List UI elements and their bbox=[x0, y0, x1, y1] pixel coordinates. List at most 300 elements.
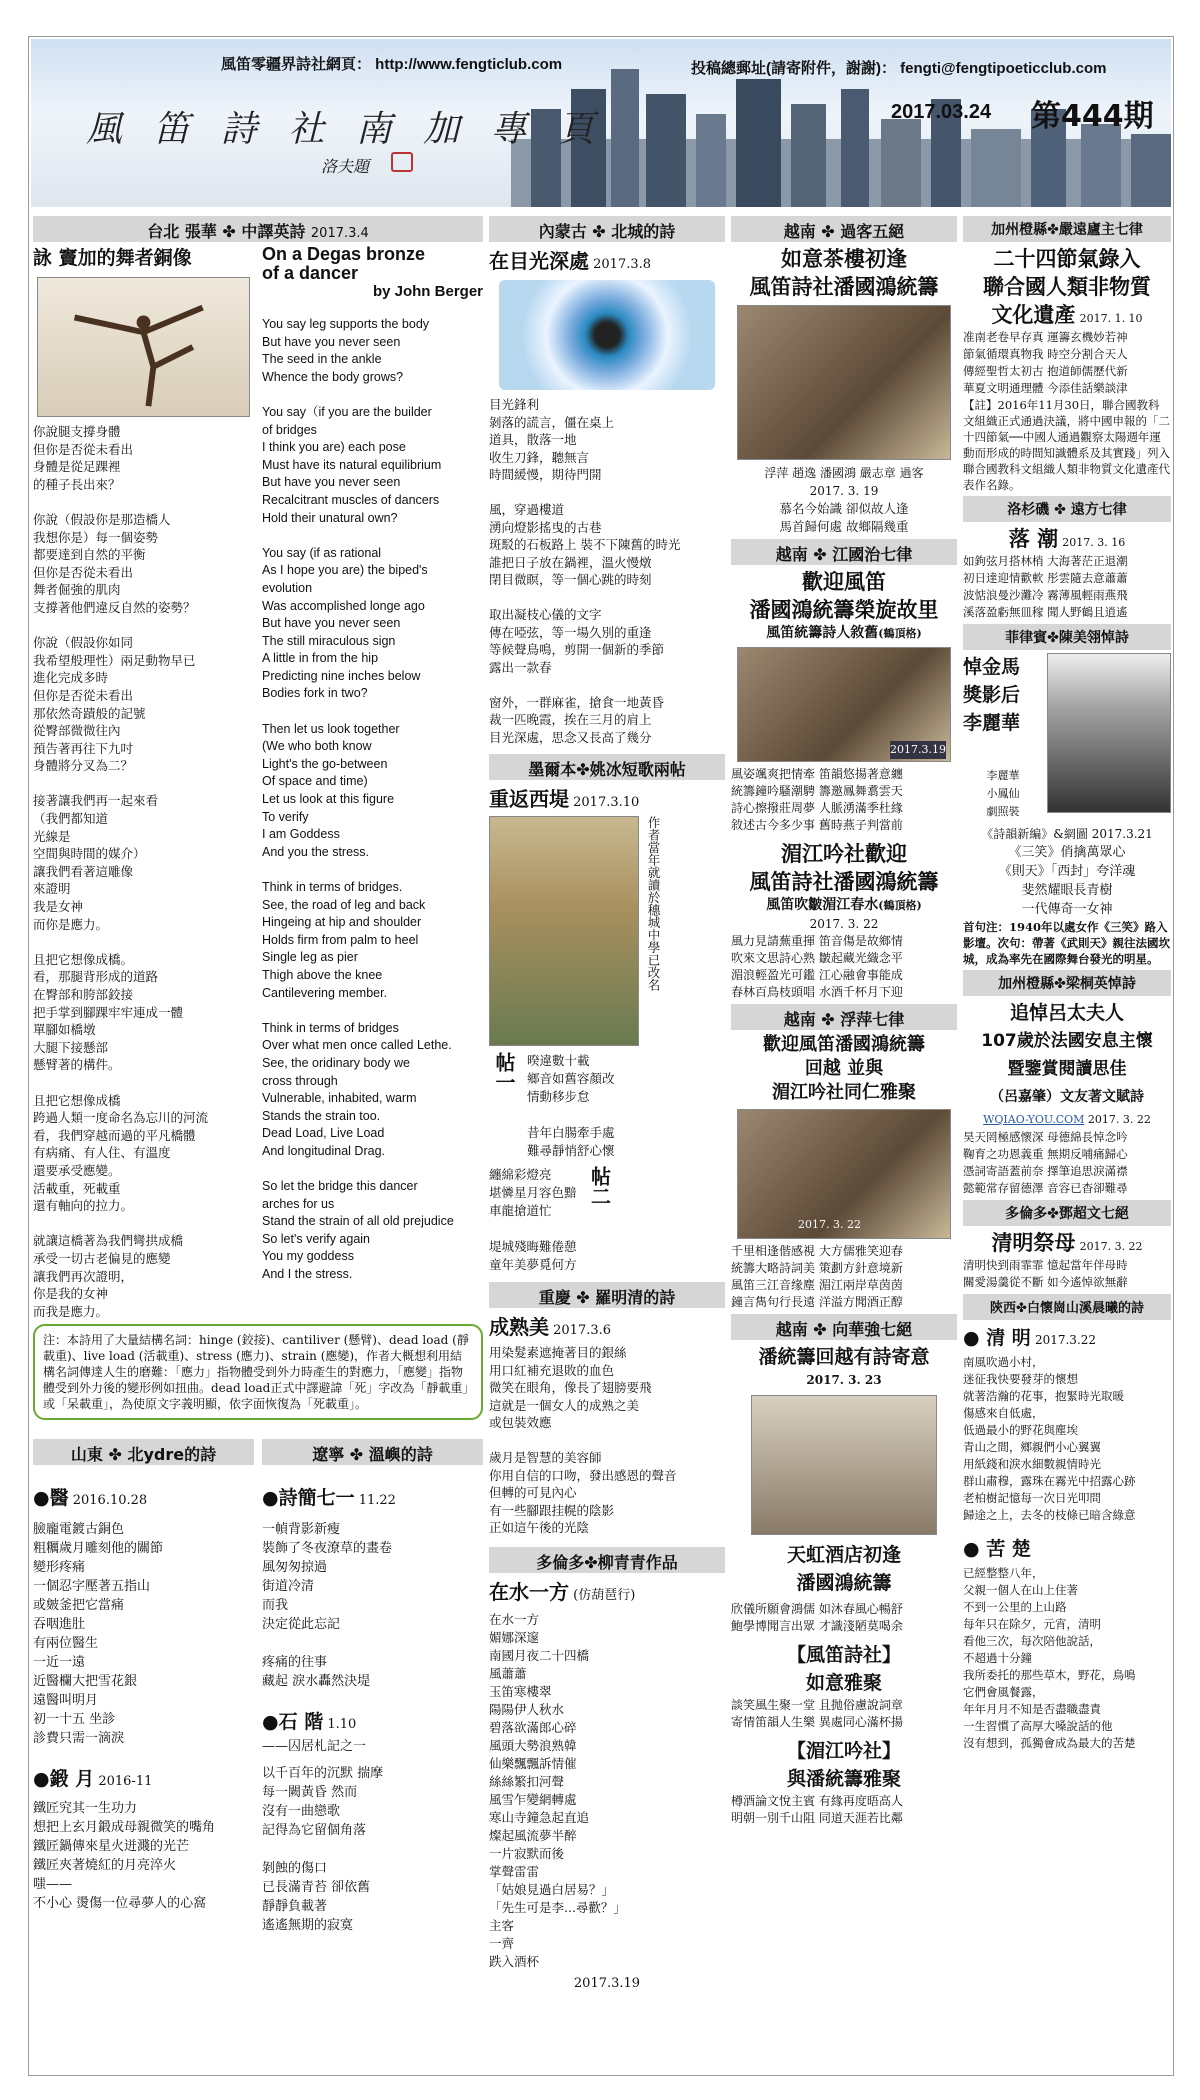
site-url-text: 風笛零疆界詩社網頁： http://www.fengticlub.com bbox=[221, 56, 563, 73]
poem-line: 鐵匠究其一生功力 bbox=[33, 1801, 138, 1817]
poem-title-en bbox=[262, 245, 483, 283]
poem-title: 回越 並與 bbox=[804, 1058, 884, 1079]
poem-subtitle: ——囚居札記之一 bbox=[262, 1739, 367, 1755]
poem-line bbox=[33, 775, 254, 793]
poem-line: 風頭大勢浪熟韓 bbox=[489, 1737, 577, 1753]
poem-line: 堤城殘晦難倦憩 bbox=[489, 1239, 577, 1254]
poem-line: 用口紅補充退敗的血色 bbox=[489, 1362, 615, 1378]
poem-line: 南風吹過小村， bbox=[963, 1355, 1044, 1369]
poem-line: 初一十五 坐診 bbox=[33, 1712, 116, 1728]
poem-line: 《三笑》俏擒萬眾心 bbox=[1008, 845, 1126, 860]
poem-line: Stand the strain of all old prejudice bbox=[262, 1214, 454, 1229]
poem-line: 風姿颯爽把情牽 笛韻悠揚著意纏 bbox=[731, 767, 903, 781]
poem-line: 清明快到雨霏霏 憶起當年伴母時 bbox=[963, 1258, 1128, 1272]
poem-body bbox=[33, 1520, 254, 1748]
poem-line: 沒有一曲戀歌 bbox=[262, 1804, 341, 1820]
gathering-photo bbox=[737, 1109, 951, 1239]
poem-line: 初日達迎情歡軟 彤雲隨去意蕭蕭 bbox=[963, 571, 1128, 585]
photo-caption bbox=[963, 767, 1043, 821]
poem-line: 微笑在眼角，像長了翅膀要飛 bbox=[489, 1380, 652, 1395]
poem-line bbox=[262, 386, 483, 404]
poem-title: 湄江吟社同仁雅聚 bbox=[772, 1082, 916, 1103]
poem-body bbox=[489, 396, 725, 746]
poem-date: 1.10 bbox=[327, 1717, 357, 1733]
poem-line: 小鳳仙 bbox=[986, 787, 1020, 800]
poem-line: 時間緩慢，期待門開 bbox=[489, 467, 602, 482]
poem-body bbox=[262, 1520, 483, 1691]
poem-subtitle: (仿葫琶行) bbox=[573, 1587, 636, 1603]
poem-line: 剝落的謊言，僵在桌上 bbox=[489, 414, 615, 430]
poem-line: 就著浩瀚的花事，抱緊時光取暖 bbox=[963, 1389, 1124, 1403]
poem-line: 你是我的女神 bbox=[33, 1286, 109, 1302]
poem-line bbox=[489, 589, 725, 607]
column-1 bbox=[33, 213, 483, 2073]
poem-title: ●鍛 月 bbox=[33, 1768, 95, 1791]
poem-line: Hold their unatural own? bbox=[262, 510, 398, 525]
poem-line: Light's the go-between bbox=[262, 756, 388, 771]
poem-line: 如鉤弦月搭林梢 大海著茫正退潮 bbox=[963, 554, 1128, 568]
two-men-photo bbox=[751, 1395, 937, 1535]
poem-line: 敘述古今多少事 舊時燕子判當前 bbox=[731, 818, 903, 832]
poem-line: 等候聲鳥鳴，剪開一個新的季節 bbox=[489, 642, 665, 657]
poem-title: ● 清 明 bbox=[963, 1327, 1031, 1349]
poem-line: Vulnerable, inhabited, warm bbox=[262, 1091, 417, 1106]
poem-line: 風笛三江音缘塵 湄江兩岸草茵茵 bbox=[731, 1278, 903, 1292]
photo-caption: 浮萍 趙逸 潘國鴻 嚴志章 過客 bbox=[764, 466, 924, 480]
section-bar: 內蒙古 ✤ 北城的詩 bbox=[489, 216, 725, 242]
poem-body bbox=[963, 1354, 1171, 1524]
newspaper-page bbox=[28, 36, 1174, 2076]
poem-line: 談笑風生聚一堂 且抛俗慮說詞章 bbox=[731, 1698, 903, 1712]
poem-line: 但你是否從未看出 bbox=[33, 687, 134, 703]
poem-line: 但你是否從未看出 bbox=[33, 564, 134, 580]
poem-line: 靜靜負載著 bbox=[262, 1899, 328, 1915]
poem-line: 鐵匠夾著燒紅的月亮淬火 bbox=[33, 1858, 177, 1874]
poem-title-en-line2: of a dancer bbox=[262, 263, 359, 283]
poem-date: 2017.3.21 bbox=[1091, 827, 1153, 841]
poem-line: 准南老卷早存真 運籌玄機妙若神 bbox=[963, 330, 1128, 344]
poem-line: 臉龐電鍍古銅色 bbox=[33, 1522, 125, 1538]
group-photo bbox=[737, 305, 951, 460]
poem-line: 青山之間，鄉親們小心翼翼 bbox=[963, 1440, 1101, 1454]
author-note-vertical: 作者當年就讀於穗城中學已改名 bbox=[646, 816, 661, 991]
poem-line: 還有軸向的拉力。 bbox=[33, 1198, 134, 1214]
poem-line: 傳在啞弦，等一場久別的重逢 bbox=[489, 624, 652, 640]
poem-body bbox=[489, 1344, 725, 1537]
poem-line bbox=[33, 617, 254, 635]
poem-line bbox=[262, 1840, 483, 1859]
poem-title: 歡迎風笛潘國鴻統籌 bbox=[763, 1034, 925, 1055]
section-bar: 加州橙縣✤梁桐英悼詩 bbox=[963, 970, 1171, 996]
poem-line: So let the bridge this dancer bbox=[262, 1179, 418, 1194]
poem-line: 誰把日子放在鍋裡，溫火慢燉 bbox=[489, 554, 652, 570]
poem-line: 迷征我快要發芽的懷想 bbox=[963, 1372, 1078, 1386]
poem-line: Recalcitrant muscles of dancers bbox=[262, 492, 440, 507]
poem-title: 風笛詩社潘國鴻統籌 bbox=[749, 870, 939, 894]
section-bar bbox=[33, 216, 483, 242]
poem-title: 在目光深處 bbox=[489, 249, 589, 273]
section-bar: 越南 ✤ 向華強七絕 bbox=[731, 1314, 957, 1340]
poem-line: 看他三次，每次陪他說話， bbox=[963, 1634, 1101, 1648]
poem-date: 2017. 1. 10 bbox=[1079, 312, 1143, 325]
poem-title: 與潘統籌雅聚 bbox=[786, 1768, 901, 1790]
poem-body bbox=[963, 843, 1171, 919]
poem-line: 歸途之上，去冬的枝條已暗含綠意 bbox=[963, 1508, 1136, 1522]
poem-line: 我希望般理性）兩足動物早已 bbox=[33, 652, 196, 668]
poem-line: 但轉的可見內心 bbox=[489, 1485, 577, 1500]
poem-title: 成熟美 bbox=[489, 1315, 549, 1339]
poem-line: 你說（假設你如同 bbox=[33, 635, 134, 651]
poem-line: 一生習慣了高厚大嗓說話的他 bbox=[963, 1719, 1113, 1733]
logo-signature: 洛夫題 bbox=[321, 157, 370, 176]
poem-line bbox=[33, 1074, 254, 1092]
poem-line: And longitudinal Drag. bbox=[262, 1143, 385, 1158]
poem-line: 看，我們穿越而過的平凡橋體 bbox=[33, 1127, 196, 1143]
poem-line: 傷感來自低處， bbox=[963, 1406, 1044, 1420]
poem-title: 如意茶樓初逢 bbox=[781, 247, 907, 271]
poem-line: 用染髮素遮掩著目的銀絲 bbox=[489, 1345, 627, 1360]
poem-line: 年年月月不知是否盡職盡責 bbox=[963, 1702, 1101, 1716]
poem-body-en bbox=[262, 316, 483, 1284]
source-note: 《詩韻新編》&網圖 bbox=[981, 827, 1088, 841]
poem-title: 如意雅聚 bbox=[805, 1672, 882, 1694]
poem-line: 跨過人類一度命名為忘川的河流 bbox=[33, 1110, 209, 1126]
poem-line: 不小心 燙傷一位尋夢人的心窩 bbox=[33, 1896, 207, 1912]
poem-body bbox=[963, 1257, 1171, 1291]
poem-line: 童年美夢覓何方 bbox=[489, 1257, 577, 1272]
poem-subtitle: 風笛統籌詩人敘舊 bbox=[766, 625, 879, 641]
poem-line: 憑詞寄語蓋前奈 擇筆追思淚滿襟 bbox=[963, 1164, 1128, 1178]
poem-line: 來證明 bbox=[33, 881, 71, 897]
poem-line: 有一些腳跟挂幌的陰影 bbox=[489, 1502, 615, 1518]
poem-line: 目光鋒利 bbox=[489, 397, 540, 412]
poem-line: Let us look at this figure bbox=[262, 792, 395, 807]
submission-email-text: 投稿總郵址(請寄附件，謝謝)： fengti@fengtipoeticclub.com bbox=[691, 60, 1107, 77]
poem-line: 懿範常存留德澤 音容已杳卻難尋 bbox=[963, 1181, 1128, 1195]
poem-line: But have you never seen bbox=[262, 475, 401, 490]
poem-line: 你說（假設你是那造橋人 bbox=[33, 511, 171, 527]
poem-line: 風雪乍變網轉處 bbox=[489, 1791, 577, 1807]
poem-line: 詩心擦撥莊周夢 人脈湧滿季杜緣 bbox=[731, 801, 903, 815]
poem-line: 已經整整八年， bbox=[963, 1566, 1044, 1580]
poem-line: Stands the strain too. bbox=[262, 1108, 381, 1123]
poem-body bbox=[489, 1166, 577, 1274]
poem-line: 父親一個人在山上住著 bbox=[963, 1583, 1078, 1597]
poem-line: 絲絲繁扣河聲 bbox=[489, 1773, 565, 1789]
poem-line: 吞咽進肚 bbox=[33, 1617, 86, 1633]
poem-line: 讓我們再次證明， bbox=[33, 1268, 134, 1284]
poem-line: 風力見請蕪重揮 笛音傷是故鄉情 bbox=[731, 934, 903, 948]
poem-line: 傳經聖哲太初古 抱道師儒歷代新 bbox=[963, 364, 1128, 378]
poem-line bbox=[262, 861, 483, 879]
poem-line: 主客 bbox=[489, 1917, 515, 1933]
poem-line: 已長滿青苔 卻依舊 bbox=[262, 1880, 371, 1896]
poem-body bbox=[731, 1793, 957, 1827]
poem-line: 陽陽伊人秋水 bbox=[489, 1701, 565, 1717]
poem-line: And I the stress. bbox=[262, 1267, 353, 1282]
club-logo-calligraphy: 風 笛 詩 社 南 加 專 頁 bbox=[86, 109, 605, 150]
poem-line: 舞者倔強的肌肉 bbox=[33, 582, 121, 598]
poem-line: 身體將分叉為二？ bbox=[33, 758, 134, 774]
dancer-figure-icon bbox=[38, 278, 249, 416]
poem-title: 在水一方 bbox=[489, 1579, 569, 1604]
poem-line: You say（if you are the builder bbox=[262, 404, 432, 419]
poem-body bbox=[731, 766, 957, 834]
poem-line: 粗糲歲月雕刻他的關節 bbox=[33, 1541, 164, 1557]
poem-title: 湄江吟社歡迎 bbox=[781, 842, 907, 866]
poem-line: Think in terms of bridges bbox=[262, 1020, 399, 1035]
poem-line: 遙遙無期的寂寞 bbox=[262, 1918, 354, 1934]
poem-line: 老柏樹記憶每一次日光叩問 bbox=[963, 1491, 1101, 1505]
eye-illustration bbox=[499, 280, 715, 390]
column-3 bbox=[731, 213, 957, 2073]
translator-note: 注：本詩用了大量結構名詞：hinge (鉸接)、cantiliver (懸臂)、dead load (靜載重)、live load (活載重)、stress (應力)、strain (應變)，作者大概想利用結構名詞傳達人生的磨難：「應力」指物體受到外力時產生的對應力，「應變」指物體受到外力後的變形例如扭曲。dead load正式中譯避諱「死」字改為「靜載重」或「呆載重」，為使原文字義明顯，依字面恢復為「死載重」。 bbox=[33, 1324, 483, 1420]
poem-line: 或皴釜把它當痛 bbox=[33, 1598, 125, 1614]
poem-line: 車龍搶道忙 bbox=[489, 1203, 552, 1218]
poem-line: 碧落欲滿郎心碎 bbox=[489, 1719, 577, 1735]
poem-line: Must have its natural equilibrium bbox=[262, 457, 442, 472]
poem-title: 107歲於法國安息主懷 bbox=[981, 1031, 1153, 1051]
poem-line: 媚娜深邃 bbox=[489, 1629, 540, 1645]
poem-title: 潘國鴻統籌 bbox=[796, 1572, 892, 1594]
section-bar: 越南 ✤ 浮萍七律 bbox=[731, 1004, 957, 1030]
poem-line bbox=[527, 1106, 615, 1124]
poem-line bbox=[489, 676, 725, 694]
poem-line: 昔年白腸牽手處 bbox=[527, 1125, 615, 1140]
poem-line: 燦起風流夢半醉 bbox=[489, 1827, 577, 1843]
poem-title: 二十四節氣錄入 bbox=[993, 247, 1141, 271]
verse-label: 帖二 bbox=[587, 1166, 612, 1206]
poem-line: 難尋靜悄舒心懷 bbox=[527, 1143, 615, 1158]
poem-line bbox=[262, 1634, 483, 1653]
poem-line: 不超過十分鐘 bbox=[963, 1651, 1032, 1665]
poem-line: 春林百鳥枝頭唱 水酒千杯月下迎 bbox=[731, 985, 903, 999]
poem-line: 疼痛的往事 bbox=[262, 1655, 328, 1671]
poem-line bbox=[262, 703, 483, 721]
poem-line: 李麗華 bbox=[986, 769, 1020, 782]
poem-line: Over what men once called Lethe. bbox=[262, 1038, 452, 1053]
poem-title: 追悼呂太夫人 bbox=[1009, 1002, 1124, 1024]
poem-line: 獎影后 bbox=[963, 684, 1021, 706]
poem-line: 一代傳奇一女神 bbox=[1021, 902, 1113, 917]
poem-line: 每年只在除夕，元宵，清明 bbox=[963, 1617, 1101, 1631]
poem-line: 從臀部微微往內 bbox=[33, 723, 121, 739]
poem-title: 暨鑒賞閱讀思佳 bbox=[1007, 1059, 1127, 1079]
poem-line: 玉笛寒樓翠 bbox=[489, 1683, 552, 1699]
poem-line: 正如這午後的光陰 bbox=[489, 1520, 590, 1535]
poem-line: 空間與時間的媒介） bbox=[33, 846, 146, 862]
section-bar: 多倫多✤柳青青作品 bbox=[489, 1547, 725, 1573]
poem-line: 有病痛、有人住、有溫度 bbox=[33, 1145, 171, 1161]
poem-body bbox=[963, 553, 1171, 621]
poem-line: 纏綿彩燈亮 bbox=[489, 1167, 552, 1182]
poem-line: 不到一公里的上山路 bbox=[963, 1600, 1067, 1614]
poem-line bbox=[489, 1432, 725, 1450]
poem-line: Then let us look together bbox=[262, 721, 400, 736]
poem-body bbox=[489, 1611, 725, 1971]
poem-line: 懸臂著的構件。 bbox=[33, 1057, 121, 1073]
poem-body bbox=[527, 1052, 615, 1160]
poem-body bbox=[731, 933, 957, 1001]
poem-date: 2017. 3. 22 bbox=[1079, 1240, 1143, 1253]
poem-line: cross through bbox=[262, 1073, 338, 1088]
poem-title: 【湄江吟社】 bbox=[786, 1740, 901, 1762]
poem-line: 掌聲雷雷 bbox=[489, 1863, 540, 1879]
poem-title: ●石 階 bbox=[262, 1711, 324, 1734]
issue-date: 2017.03.24 bbox=[891, 101, 992, 123]
poem-line: 而我 bbox=[262, 1598, 289, 1614]
poem-line: 在水一方 bbox=[489, 1611, 540, 1627]
poem-line: 樽酒論文悅主賓 有緣再度晤高人 bbox=[731, 1794, 903, 1808]
poem-line: 接著讓我們再一起來看 bbox=[33, 793, 159, 809]
poem-line: 風，穿過樓道 bbox=[489, 502, 565, 517]
poem-date: 2017.3.8 bbox=[593, 257, 652, 272]
poem-line: Think in terms of bridges. bbox=[262, 880, 403, 894]
poem-title-en-line1: On a Degas bronze bbox=[262, 244, 426, 264]
poem-line: 那依然奇蹟般的記號 bbox=[33, 705, 146, 721]
poem-line: 還要承受應變。 bbox=[33, 1162, 121, 1178]
poem-form: (鶴頂格) bbox=[878, 627, 922, 640]
poem-line: 斐然耀眼長青樹 bbox=[1021, 883, 1113, 898]
poem-line: 明朝一別千山阻 同道天涯若比鄰 bbox=[731, 1811, 903, 1825]
poem-title: 文化遺產 bbox=[991, 303, 1076, 327]
section-bar: 洛杉磯 ✤ 遠方七律 bbox=[963, 496, 1171, 522]
column-4 bbox=[963, 213, 1171, 2073]
poem-line: 它們會風餐露， bbox=[963, 1685, 1044, 1699]
poem-line: Hingeing at hip and shoulder bbox=[262, 915, 422, 930]
source-url-link[interactable]: WQIAO-YOU.COM bbox=[983, 1113, 1085, 1126]
poem-line: But have you never seen bbox=[262, 334, 401, 349]
poem-title bbox=[963, 653, 1043, 737]
poem-line: 露出一款春 bbox=[489, 659, 552, 675]
poem-date: 2017. 3. 19 bbox=[809, 484, 879, 498]
poem-line: 悼金馬 bbox=[963, 656, 1021, 678]
poem-line: 鐘言雋句行長遠 洋溢方聞酒正醇 bbox=[731, 1295, 903, 1309]
photo-date-stamp: 2017.3.19 bbox=[890, 741, 946, 759]
poem-date: 2016.10.28 bbox=[72, 1493, 148, 1509]
poem-title-zh: 詠 竇加的舞者銅像 bbox=[33, 247, 192, 269]
poem-line: As I hope you are) the biped's bbox=[262, 563, 428, 578]
poem-line: 一幀背影新瘦 bbox=[262, 1522, 341, 1538]
poem-line: 千里相逢偕感視 大方儒雅笑迎春 bbox=[731, 1244, 903, 1258]
poem-line: 都要達到自然的平衡 bbox=[33, 547, 146, 563]
dancer-statue-photo bbox=[37, 277, 250, 417]
poem-line: 湄浪輕盈光可鑑 江心融會事能成 bbox=[731, 968, 903, 982]
poem-line: 或包裝效應 bbox=[489, 1415, 552, 1430]
poem-line: But have you never seen bbox=[262, 616, 401, 631]
poem-line: Predicting nine inches below bbox=[262, 668, 421, 683]
poem-line: 寄情笛韻人生樂 異處同心滿杯揚 bbox=[731, 1715, 903, 1729]
poem-line: 情動移步怠 bbox=[527, 1089, 590, 1104]
poem-date: 2017.3.10 bbox=[573, 795, 640, 810]
poem-line: Was accomplished longe ago bbox=[262, 598, 425, 613]
section-bar: 越南 ✤ 過客五絕 bbox=[731, 216, 957, 242]
poem-line: 「先生可是李...尋歡？」 bbox=[489, 1899, 626, 1915]
poem-line: See, the road of leg and back bbox=[262, 897, 426, 912]
poem-line bbox=[262, 1161, 483, 1179]
red-seal-stamp bbox=[391, 152, 413, 172]
poem-line: 你說腿支撐身體 bbox=[33, 424, 121, 439]
poem-line bbox=[262, 1002, 483, 1020]
poem-body bbox=[731, 500, 957, 536]
poem-line: 以千百年的沉默 揣摩 bbox=[262, 1766, 384, 1782]
poem-line: 鞠育之功恩義重 無期反哺痛歸心 bbox=[963, 1147, 1128, 1161]
poem-line: Dead Load, Live Load bbox=[262, 1126, 385, 1141]
poem-line: And you the stress. bbox=[262, 844, 370, 859]
poem-line: So let's verify again bbox=[262, 1231, 370, 1246]
poem-line: 裝飾了冬夜潦草的畫卷 bbox=[262, 1541, 393, 1557]
poem-line: 想把上玄月鍛成母親微笑的嘴角 bbox=[33, 1820, 216, 1836]
poem-line bbox=[489, 484, 725, 502]
poem-line: 記得為它留個角落 bbox=[262, 1823, 367, 1839]
poem-line: 歲月是智慧的美容師 bbox=[489, 1450, 602, 1465]
poem-line: 光線是 bbox=[33, 828, 71, 844]
actress-portrait bbox=[1047, 653, 1171, 813]
poem-body bbox=[731, 1601, 957, 1635]
poem-line: Thigh above the knee bbox=[262, 967, 383, 982]
dinner-photo bbox=[737, 647, 951, 762]
poem-line: 我想你是）每一個姿勢 bbox=[33, 529, 159, 545]
column-2 bbox=[489, 213, 725, 2073]
section-title: 台北 張華 ✤ 中譯英詩 bbox=[147, 222, 306, 241]
poem-line: 每一闕黃昏 然而 bbox=[262, 1785, 358, 1801]
poem-date: 2017. 3. 22 bbox=[1087, 1113, 1151, 1126]
poem-line: 閉目微瞑，等一個心跳的時刻 bbox=[489, 572, 652, 587]
poem-title: （呂嘉肇）文友著文賦詩 bbox=[990, 1089, 1144, 1105]
poem-line: A little in from the hip bbox=[262, 651, 379, 666]
poem-line: 華夏文明通理體 今添佳話樂談津 bbox=[963, 381, 1128, 395]
poem-line: 道具，散落一地 bbox=[489, 432, 577, 447]
poem-date: 2017. 3. 23 bbox=[806, 1373, 882, 1387]
photo-date-stamp: 2017. 3. 22 bbox=[798, 1218, 861, 1231]
poem-line: 大腿下接懸部 bbox=[33, 1039, 109, 1055]
poem-line: 群山肅穆，露珠在霧光中招露心跡 bbox=[963, 1474, 1136, 1488]
poem-line: 活載重，死載重 bbox=[33, 1180, 121, 1196]
poem-line bbox=[33, 493, 254, 511]
poem-line: 嗤—— bbox=[33, 1877, 73, 1893]
poem-date: 2016-11 bbox=[98, 1774, 153, 1790]
section-bar-shandong: 山東 ✤ 北ydre的詩 bbox=[33, 1439, 254, 1465]
poem-line: 近醫欄大把雪花銀 bbox=[33, 1674, 138, 1690]
poem-line: 《則天》「西封」夸洋魂 bbox=[998, 864, 1136, 879]
issue-number: 第444期 bbox=[1031, 99, 1154, 134]
poem-date: 2017. 3. 16 bbox=[1062, 536, 1126, 549]
poem-line: The seed in the ankle bbox=[262, 352, 382, 367]
poem-line: 南國月夜二十四橋 bbox=[489, 1647, 590, 1663]
poem-line: 溪落盈虧無皿稼 聞人野鶴且逍遙 bbox=[963, 605, 1128, 619]
poem-note: 首句注：1940年以處女作《三笑》路入影壇。次句：帶著《武則天》親往法國坎城，成為率先在國際舞台發光的明星。 bbox=[963, 920, 1170, 966]
section-bar: 菲律賓✤陳美翎悼詩 bbox=[963, 624, 1171, 650]
poem-line: 的種子長出來？ bbox=[33, 476, 121, 492]
poem-date: 2017.3.19 bbox=[573, 1975, 641, 1991]
poem-line: Single leg as pier bbox=[262, 950, 358, 965]
poem-line: 身體是從足踝裡 bbox=[33, 459, 121, 475]
poem-line: Bodies fork in two? bbox=[262, 686, 368, 701]
poem-line: 在臀部和胯部鉸接 bbox=[33, 987, 134, 1002]
poem-line: Of space and time) bbox=[262, 774, 368, 789]
poem-title: 潘統籌回越有詩寄意 bbox=[758, 1346, 930, 1368]
poem-line: 承受一切古老偏見的應變 bbox=[33, 1250, 171, 1266]
poem-line: 變形疼痛 bbox=[33, 1560, 86, 1576]
poem-line: 仙樂飄飄訴情催 bbox=[489, 1755, 577, 1771]
poem-line: Holds firm from palm to heel bbox=[262, 932, 419, 947]
poem-body bbox=[262, 1764, 483, 1935]
poem-title: 潘國鴻統籌榮旋故里 bbox=[749, 598, 939, 622]
poem-line: 「姑娘見過白居易？」 bbox=[489, 1881, 615, 1897]
poem-line: 這就是一個女人的成熟之美 bbox=[489, 1397, 640, 1413]
poem-line: 一齊 bbox=[489, 1935, 515, 1951]
poem-line: 跌入酒杯 bbox=[489, 1953, 540, 1969]
